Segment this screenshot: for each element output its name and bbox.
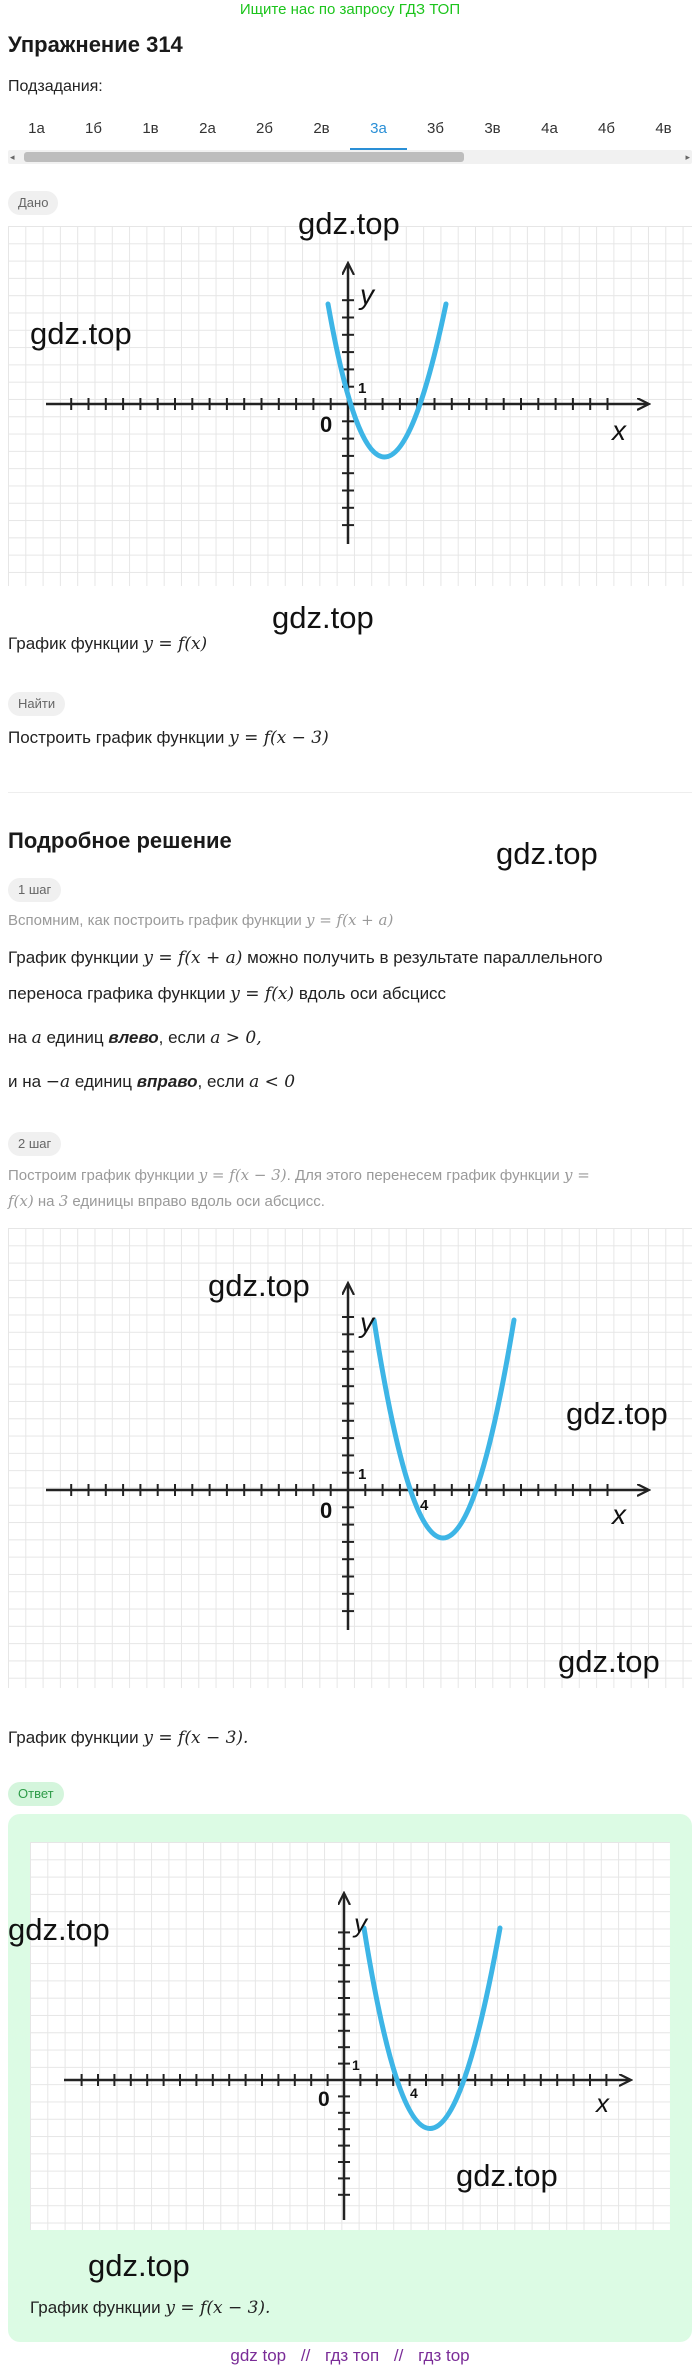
x-axis-label: x	[612, 1499, 626, 1530]
tab-4a[interactable]: 4а	[541, 120, 558, 137]
tab-2b[interactable]: 2б	[256, 120, 273, 137]
watermark: gdz.top	[8, 1912, 110, 1947]
section-divider	[8, 792, 692, 793]
tabs-scrollbar[interactable]	[8, 150, 692, 164]
solution-title: Подробное решение	[8, 828, 232, 853]
find-text: Построить график функции y = f(x − 3)	[8, 728, 329, 748]
tab-3b[interactable]: 3б	[427, 120, 444, 137]
result-text: График функции y = f(x − 3).	[8, 1728, 249, 1748]
result-formula: y = f(x − 3).	[143, 1728, 249, 1748]
step1-line1: График функции y = f(x + a) можно получить в результате параллельного	[8, 948, 603, 968]
scrollbar-thumb[interactable]	[24, 152, 464, 162]
answer-pill: Ответ	[8, 1782, 64, 1806]
y-axis-label: y	[360, 1307, 374, 1338]
answer-parabola-curve	[364, 1928, 500, 2129]
shifted-graph-panel	[8, 1228, 692, 1688]
tick-4-label: 4	[420, 1497, 429, 1514]
footer-link-gdz-top-ru[interactable]: гдз топ	[325, 2346, 380, 2365]
watermark: gdz.top	[30, 316, 132, 351]
watermark: gdz.top	[298, 206, 400, 241]
origin-label: 0	[320, 412, 333, 437]
step1-pill: 1 шаг	[8, 878, 61, 902]
step1-line4: и на −a единиц вправо, если a < 0	[8, 1072, 296, 1092]
unit-label: 1	[358, 380, 367, 397]
tab-1b[interactable]: 1б	[85, 120, 102, 137]
parabola-curve	[328, 304, 446, 457]
page-title: Упражнение 314	[8, 32, 183, 57]
y-axis-label: y	[360, 279, 374, 310]
answer-formula: y = f(x − 3).	[165, 2298, 271, 2318]
tab-4b[interactable]: 4б	[598, 120, 615, 137]
watermark: gdz.top	[456, 2158, 558, 2193]
footer-separator: //	[393, 2346, 404, 2365]
watermark: gdz.top	[558, 1644, 660, 1679]
step1-line3: на a единиц влево, если a > 0,	[8, 1028, 262, 1048]
answer-graph	[30, 1842, 670, 2230]
origin-label: 0	[318, 2088, 330, 2111]
x-axis-label: x	[612, 415, 626, 446]
find-pill: Найти	[8, 692, 65, 716]
step2-pill: 2 шаг	[8, 1132, 61, 1156]
step2-line2: f(x) на 3 единицы вправо вдоль оси абсцисс.	[8, 1192, 325, 1210]
tab-4v[interactable]: 4в	[655, 120, 672, 137]
shifted-parabola-curve	[374, 1320, 514, 1538]
tab-2v[interactable]: 2в	[313, 120, 330, 137]
tab-1v[interactable]: 1в	[142, 120, 159, 137]
step1-intro: Вспомним, как построить график функции y = f(x + a)	[8, 911, 394, 929]
y-axis-label: y	[354, 1908, 367, 1938]
shifted-graph	[8, 1228, 692, 1688]
footer-link-gdz-top[interactable]: gdz top	[230, 2346, 287, 2365]
footer-link-gdz-top-mixed[interactable]: гдз top	[418, 2346, 470, 2365]
axis-ticks	[71, 300, 607, 525]
watermark: gdz.top	[208, 1268, 310, 1303]
unit-label: 1	[352, 2057, 360, 2073]
tick-4-label: 4	[410, 2085, 418, 2101]
answer-graph-panel	[30, 1842, 670, 2230]
find-formula: y = f(x − 3)	[229, 728, 329, 748]
subtasks-label: Подзадания:	[8, 78, 103, 95]
watermark: gdz.top	[88, 2248, 190, 2283]
tab-3v[interactable]: 3в	[484, 120, 501, 137]
unit-label: 1	[358, 1466, 367, 1483]
axis-ticks	[71, 1317, 607, 1611]
watermark: gdz.top	[496, 836, 598, 871]
origin-label: 0	[320, 1498, 333, 1523]
answer-text: График функции y = f(x − 3).	[30, 2298, 271, 2318]
subtask-tabs	[8, 112, 692, 150]
watermark: gdz.top	[272, 600, 374, 635]
scroll-left-icon[interactable]: ◂	[10, 152, 15, 162]
step1-line2: переноса графика функции y = f(x) вдоль оси абсцисс	[8, 984, 447, 1004]
given-graph	[8, 226, 692, 586]
search-banner[interactable]: Ищите нас по запросу ГДЗ ТОП	[239, 1, 461, 18]
tab-3a[interactable]: 3а	[350, 112, 407, 150]
given-pill: Дано	[8, 191, 58, 215]
given-text: График функции y = f(x)	[8, 634, 208, 654]
x-axis-label: x	[596, 2088, 609, 2118]
tab-2a[interactable]: 2а	[199, 120, 216, 137]
footer-links	[0, 2346, 700, 2366]
step2-line1: Построим график функции y = f(x − 3). Для этого перенесем график функции y =	[8, 1166, 590, 1184]
scroll-right-icon[interactable]: ▸	[685, 152, 690, 162]
footer-separator: //	[300, 2346, 311, 2365]
watermark: gdz.top	[566, 1396, 668, 1431]
given-formula: y = f(x)	[143, 634, 208, 654]
given-graph-panel	[8, 226, 692, 586]
tab-1a[interactable]: 1а	[28, 120, 45, 137]
